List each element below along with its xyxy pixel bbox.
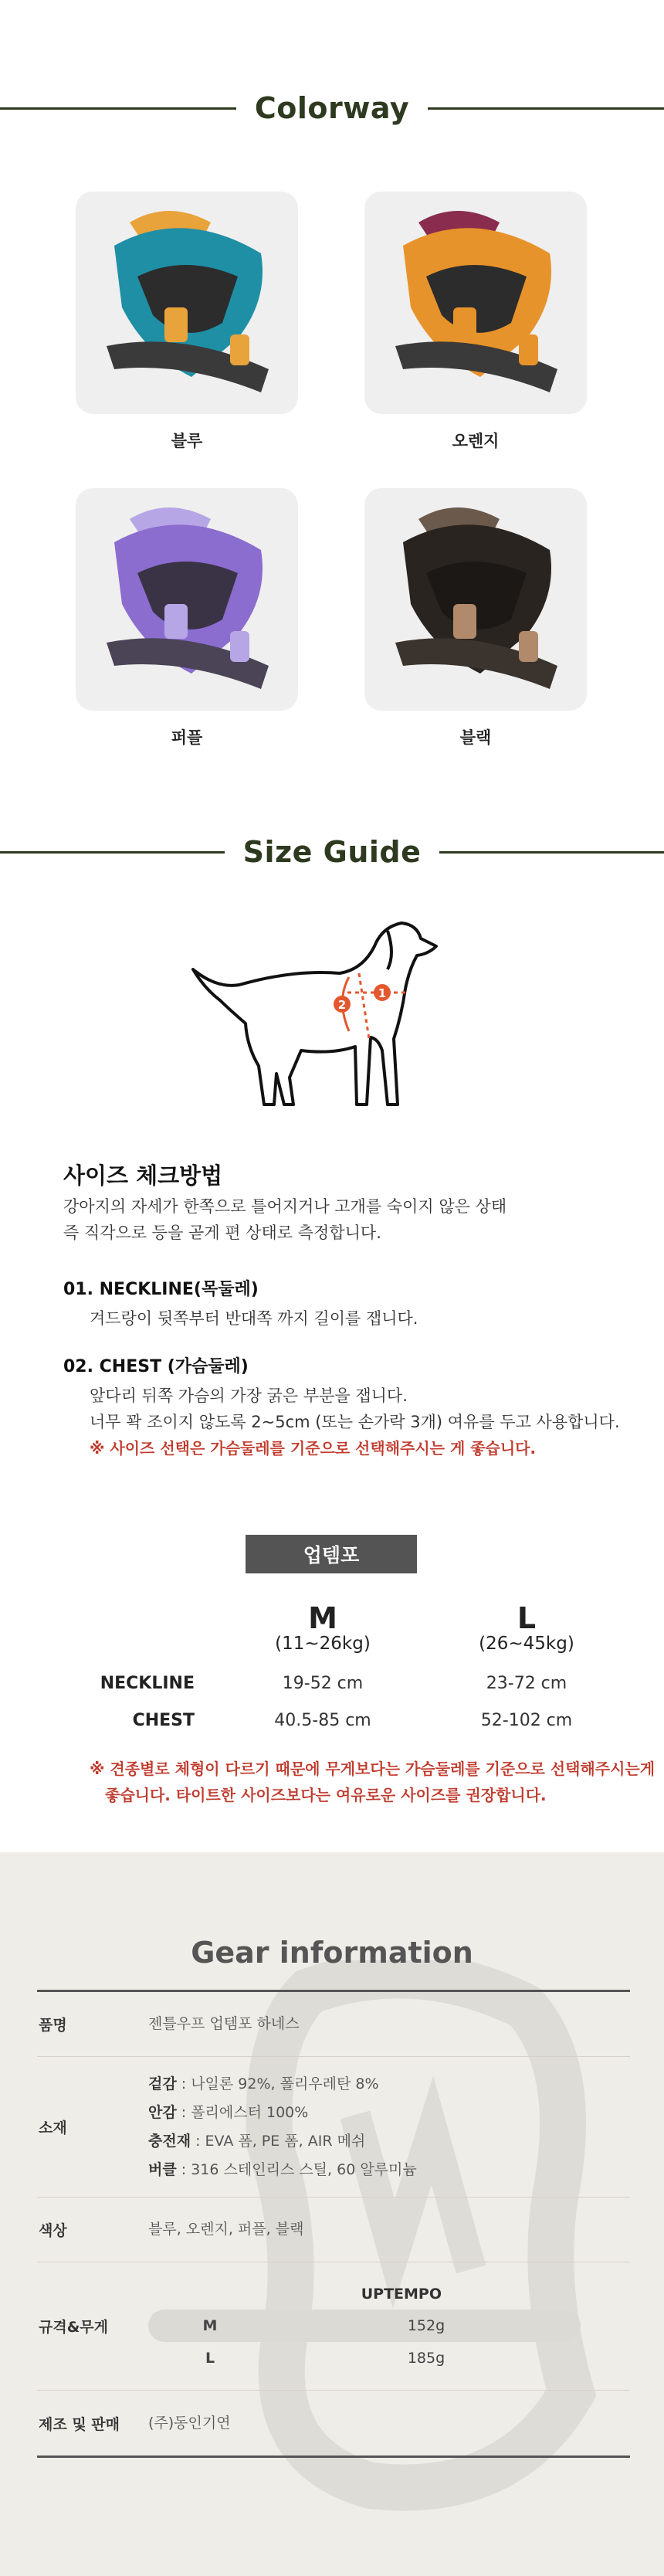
- colorway-section-title: [0, 91, 664, 125]
- gear-info-table: [37, 1990, 630, 2458]
- divider-right: [439, 851, 664, 854]
- size-cell: 19-52 cm: [282, 1674, 364, 1693]
- size-column-l: [449, 1603, 604, 1654]
- spec-row: [148, 2342, 581, 2374]
- size-cell: 52-102 cm: [480, 1711, 573, 1730]
- divider-left: [0, 107, 236, 110]
- gear-row-material: [37, 2057, 630, 2198]
- gear-value: (주)동인기연: [148, 2414, 231, 2432]
- size-cell: 23-72 cm: [486, 1674, 567, 1693]
- size-column-m: [246, 1603, 400, 1654]
- row-label-neckline: NECKLINE: [100, 1674, 195, 1693]
- gear-row-spec: [37, 2262, 630, 2391]
- colorway-title: Colorway: [254, 91, 410, 125]
- material-line: 충전재 : EVA 폼, PE 폼, AIR 메쉬: [148, 2132, 366, 2150]
- size-guide-title: Size Guide: [242, 835, 422, 869]
- spec-size: M: [202, 2316, 218, 2334]
- chest-description: 앞다리 뒤쪽 가슴의 가장 굵은 부분을 잽니다.: [90, 1386, 408, 1405]
- gear-key: 색상: [39, 2222, 67, 2239]
- gear-row-maker: [37, 2391, 630, 2456]
- gear-value-material: [148, 2070, 630, 2184]
- howto-line: 즉 직각으로 등을 곧게 편 상태로 측정합니다.: [63, 1224, 381, 1242]
- gear-key: 품명: [39, 2017, 67, 2034]
- spec-weight: 152g: [407, 2316, 445, 2334]
- material-line: 버클 : 316 스테인리스 스틸, 60 알루미늄: [148, 2160, 417, 2178]
- colorway-label: 오렌지: [452, 432, 500, 450]
- size-name: M: [308, 1601, 337, 1635]
- material-line: 겉감 : 나일론 92%, 폴리우레탄 8%: [148, 2075, 379, 2092]
- size-note: ※ 견종별로 체형이 다르기 때문에 무게보다는 가슴둘레를 기준으로 선택해주시는게: [90, 1760, 656, 1778]
- harness-blue-image: [76, 192, 298, 414]
- size-note: 좋습니다. 타이트한 사이즈보다는 여유로운 사이즈를 권장합니다.: [105, 1786, 547, 1804]
- harness-black-image: [364, 488, 587, 711]
- colorway-swatch-blue[interactable]: [76, 192, 298, 414]
- harness-purple-image: [76, 488, 298, 711]
- howto-line: 강아지의 자세가 한쪽으로 틀어지거나 고개를 숙이지 않은 상태: [63, 1197, 507, 1216]
- size-name: L: [517, 1601, 537, 1635]
- howto-title: 사이즈 체크방법: [63, 1162, 223, 1189]
- gear-value: 젠틀우프 업템포 하네스: [148, 2015, 300, 2032]
- gear-key: 규격&무게: [39, 2319, 108, 2336]
- neckline-description: 겨드랑이 뒷쪽부터 반대쪽 까지 길이를 잽니다.: [90, 1309, 418, 1328]
- size-range: (11~26kg): [275, 1634, 371, 1654]
- divider-left: [0, 851, 225, 854]
- size-cell: 40.5-85 cm: [274, 1711, 371, 1730]
- divider-right: [428, 107, 664, 110]
- spec-row: [148, 2310, 581, 2342]
- gear-value: 블루, 오렌지, 퍼플, 블랙: [148, 2221, 304, 2238]
- spec-weight: 185g: [407, 2349, 445, 2367]
- size-range: (26~45kg): [479, 1634, 574, 1654]
- size-guide-section-title: [0, 835, 664, 869]
- colorway-label: 퍼플: [171, 728, 203, 747]
- colorway-swatch-black[interactable]: [364, 488, 587, 711]
- harness-orange-image: [364, 192, 587, 414]
- row-label-chest: CHEST: [132, 1711, 195, 1730]
- measure-marker-1: 1: [378, 986, 387, 1000]
- measure-marker-2: 2: [337, 998, 347, 1012]
- gear-key: 소재: [39, 2120, 67, 2136]
- colorway-swatch-orange[interactable]: [364, 192, 587, 414]
- dog-measurement-illustration: [185, 915, 448, 1116]
- neckline-heading: 01. NECKLINE(목둘레): [63, 1280, 259, 1299]
- chest-warning: ※ 사이즈 선택은 가슴둘레를 기준으로 선택해주시는 게 좋습니다.: [90, 1439, 537, 1458]
- gear-title: Gear information: [191, 1936, 473, 1970]
- chest-description: 너무 꽉 조이지 않도록 2~5cm (또는 손가락 3개) 여유를 두고 사용합니다.: [90, 1413, 620, 1431]
- gear-row-color: [37, 2198, 630, 2262]
- gear-value-spec: [148, 2279, 630, 2374]
- gear-key: 제조 및 판매: [39, 2415, 120, 2433]
- spec-size: L: [205, 2349, 215, 2367]
- material-line: 안감 : 폴리에스터 100%: [148, 2103, 309, 2121]
- colorway-label: 블랙: [459, 728, 492, 747]
- spec-table: [148, 2279, 581, 2374]
- colorway-swatch-purple[interactable]: [76, 488, 298, 711]
- gear-row-product: [37, 1992, 630, 2057]
- model-tag: 업템포: [246, 1535, 417, 1573]
- spec-head: UPTEMPO: [361, 2285, 442, 2303]
- chest-heading: 02. CHEST (가슴둘레): [63, 1357, 249, 1376]
- gear-information-section: [0, 1852, 664, 2576]
- colorway-label: 블루: [171, 432, 203, 450]
